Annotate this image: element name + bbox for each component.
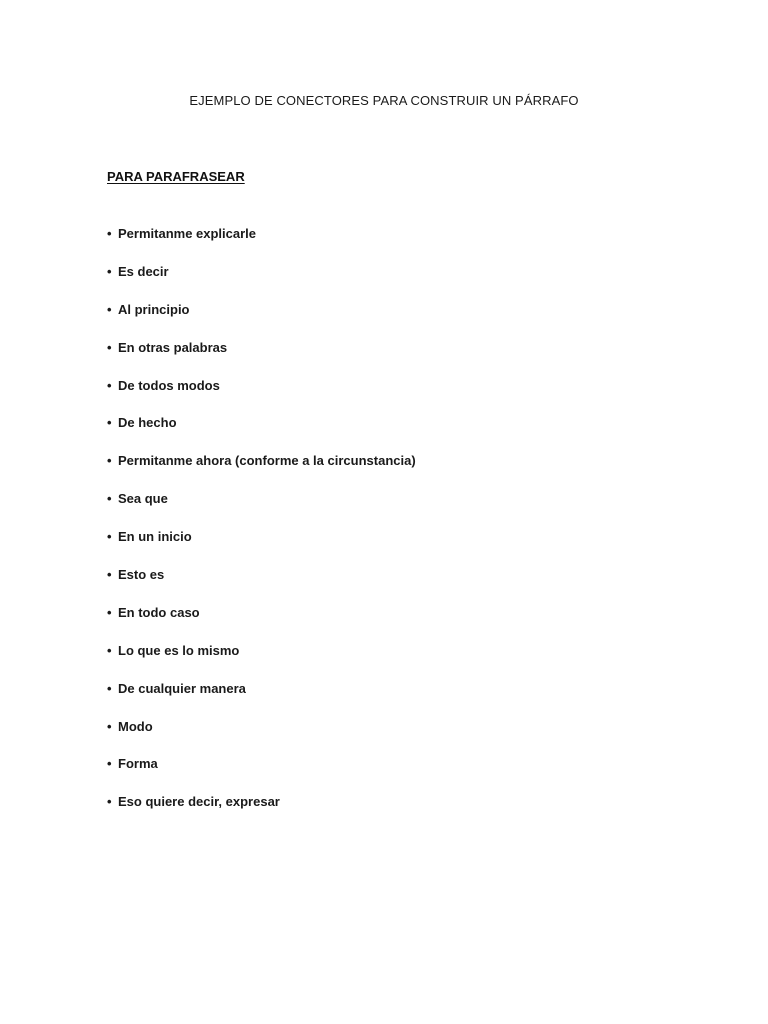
list-item	[107, 603, 416, 641]
list-item	[107, 527, 416, 565]
list-item-text: Forma	[118, 756, 158, 772]
list-item-text: Al principio	[118, 301, 190, 317]
bullet-icon: •	[107, 263, 112, 279]
list-item-text: De cualquier manera	[118, 680, 246, 696]
list-item	[107, 300, 416, 338]
list-item-text: Permitanme explicarle	[118, 226, 257, 241]
bullet-icon: •	[107, 680, 112, 696]
list-item	[107, 489, 416, 527]
list-item	[107, 754, 416, 792]
list-item-text: De hecho	[118, 415, 177, 431]
bullet-icon: •	[107, 642, 112, 658]
list-item-text: Sea que	[118, 491, 168, 507]
list-item	[107, 413, 416, 451]
list-item	[107, 641, 416, 679]
bullet-icon: •	[107, 604, 112, 620]
bullet-icon: •	[107, 756, 112, 772]
bullet-icon: •	[107, 794, 112, 810]
connector-list	[107, 224, 416, 830]
list-item-text: En un inicio	[118, 529, 192, 545]
list-item-text: En todo caso	[118, 604, 200, 620]
list-item	[107, 262, 416, 300]
list-item	[107, 679, 416, 717]
bullet-icon: •	[107, 718, 112, 734]
bullet-icon: •	[107, 567, 112, 583]
bullet-icon: •	[107, 453, 112, 469]
list-item	[107, 717, 416, 755]
list-item	[107, 338, 416, 376]
list-item	[107, 224, 416, 262]
list-item-text: Eso quiere decir, expresar	[118, 794, 280, 810]
bullet-icon: •	[107, 301, 112, 317]
list-item-text: Modo	[118, 718, 153, 734]
bullet-icon: •	[107, 415, 112, 431]
section-heading: PARA PARAFRASEAR	[107, 169, 245, 184]
list-item-text: Esto es	[118, 567, 165, 583]
list-item	[107, 565, 416, 603]
bullet-icon: •	[107, 491, 112, 507]
document-title: EJEMPLO DE CONECTORES PARA CONSTRUIR UN PÁRRAFO	[189, 93, 579, 108]
list-item-text: Es decir	[118, 263, 169, 279]
bullet-icon: •	[107, 529, 112, 545]
bullet-icon: •	[107, 377, 112, 393]
list-item-text: En otras palabras	[118, 339, 228, 355]
list-item-text: Permitanme ahora (conforme a la circunstancia)	[118, 453, 416, 469]
list-item	[107, 792, 416, 830]
list-item	[107, 376, 416, 414]
list-item-text: Lo que es lo mismo	[118, 642, 240, 658]
list-item-text: De todos modos	[118, 377, 220, 393]
bullet-icon: •	[107, 226, 112, 241]
list-item	[107, 451, 416, 489]
bullet-icon: •	[107, 339, 112, 355]
